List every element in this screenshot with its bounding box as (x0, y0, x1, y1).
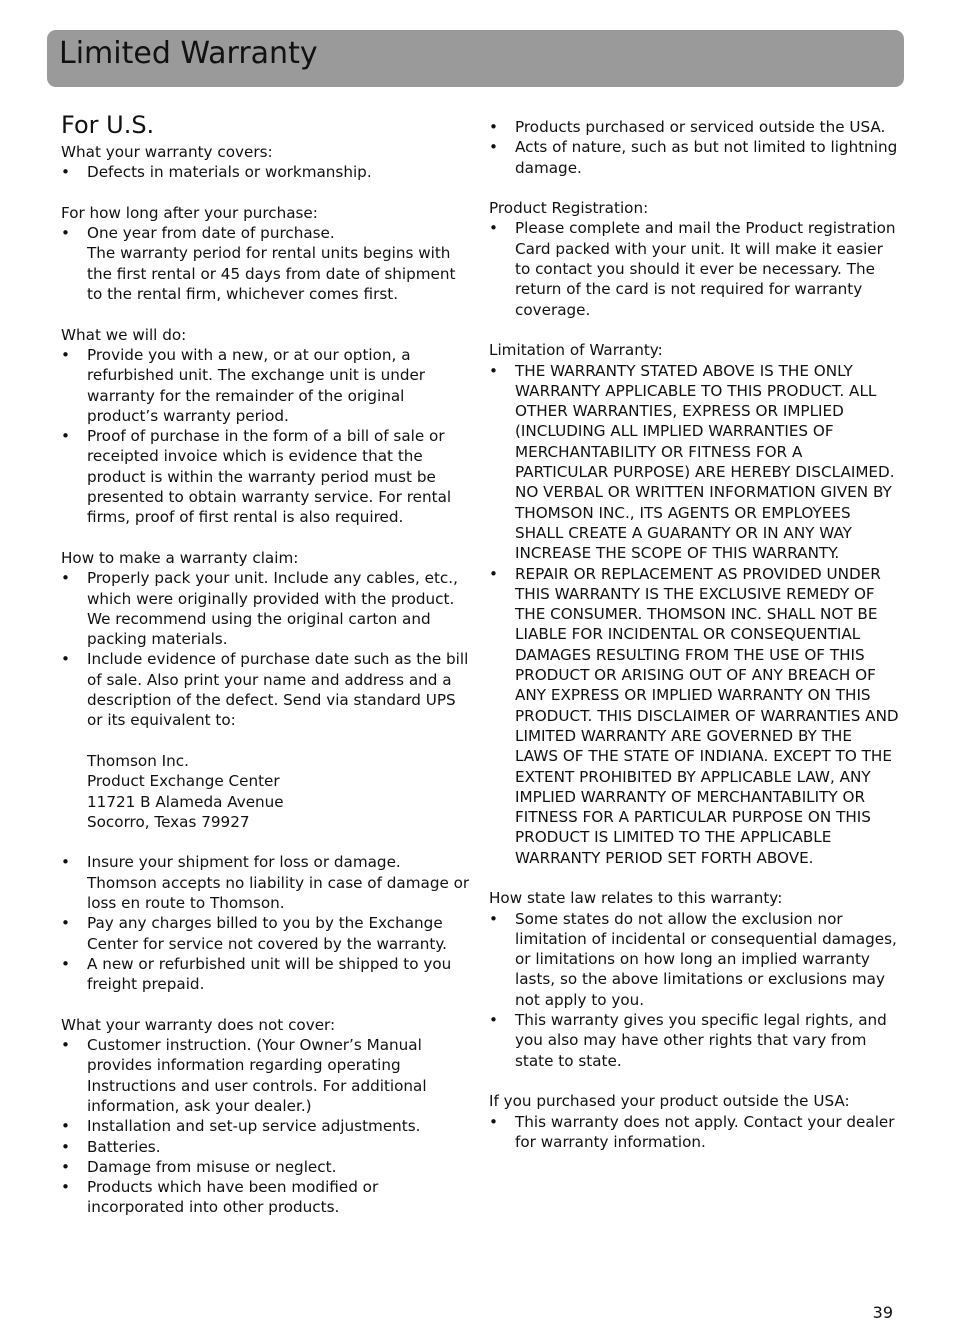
section-label: How state law relates to this warranty: (489, 889, 783, 908)
list-item: • Pay any charges billed to you by the Exchange Center for service not covered by the warranty. (61, 914, 447, 953)
list-item: • Please complete and mail the Product registration Card packed with your unit. It will make it easier to contact you should it ever be necessary. The return of the card is not required for warranty coverage. (489, 219, 896, 319)
list-item: • Products which have been modified or incorporated into other products. (61, 1178, 379, 1217)
section-not-cover-continued (489, 117, 899, 178)
list-item: • Batteries. (61, 1137, 161, 1156)
section-registration (489, 198, 899, 320)
list-item: • Products purchased or serviced outside the USA. (489, 118, 886, 136)
list-item: • Defects in materials or workmanship. (61, 163, 372, 182)
section-label: If you purchased your product outside the USA: (489, 1092, 850, 1111)
list-item: • Properly pack your unit. Include any cables, etc., which were originally provided with the product. We recommend using the original carton and packing materials. (61, 569, 458, 649)
list-item: • This warranty gives you specific legal rights, and you also may have other rights that vary from state to state. (489, 1011, 887, 1070)
section-label: What your warranty does not cover: (61, 1015, 336, 1034)
section-covers (61, 142, 471, 183)
rental-note: The warranty period for rental units begins with the first rental or 45 days from date of shipment to the rental firm, whichever comes first. (87, 244, 456, 304)
section-label: For how long after your purchase: (61, 203, 318, 222)
list-item: • Installation and set-up service adjustments. (61, 1117, 421, 1136)
section-not-cover (61, 1015, 471, 1218)
section-label: How to make a warranty claim: (61, 548, 299, 567)
section-heading-us: For U.S. (61, 111, 155, 139)
list-item: • This warranty does not apply. Contact your dealer for warranty information. (489, 1112, 895, 1151)
right-column (489, 117, 899, 1172)
list-item: • Acts of nature, such as but not limited to lightning damage. (489, 138, 898, 177)
section-state-law (489, 888, 899, 1071)
section-label: What your warranty covers: (61, 143, 273, 161)
list-item: • A new or refurbished unit will be shipped to you freight prepaid. (61, 954, 452, 994)
section-label: Product Registration: (489, 199, 649, 218)
header-bar (47, 30, 904, 87)
list-item: • Damage from misuse or neglect. (61, 1157, 337, 1176)
left-column (61, 108, 471, 1238)
section-how-long (61, 203, 471, 304)
page-title: Limited Warranty (59, 36, 318, 71)
list-item: • THE WARRANTY STATED ABOVE IS THE ONLY WARRANTY APPLICABLE TO THIS PRODUCT. ALL OTHER WARRANTIES, EXPRESS OR IMPLIED (INCLUDING ALL IMPLIED WARRANTIES OF MERCHANTABILITY OR FITNESS FOR A PARTICULAR PURPOSE) ARE HEREBY DISCLAIMED. NO VERBAL OR WRITTEN INFORMATION GIVEN BY THOMSON INC., ITS AGENTS OR EMPLOYEES SHALL CREATE A GUARANTY OR IN ANY WAY INCREASE THE SCOPE OF THIS WARRANTY. (489, 361, 895, 563)
section-will-do (61, 325, 471, 528)
section-outside-usa (489, 1091, 899, 1152)
section-label: What we will do: (61, 325, 187, 344)
list-item: • Customer instruction. (Your Owner’s Manual provides information regarding operating Instructions and user controls. For additional information, ask your dealer.) (61, 1036, 427, 1115)
list-item: • Insure your shipment for loss or damage. Thomson accepts no liability in case of damage or loss en route to Thomson. (61, 853, 470, 912)
list-item: • Include evidence of purchase date such as the bill of sale. Also print your name and address and a description of the defect. Send via standard UPS or its equivalent to: (61, 650, 469, 730)
section-limitation (489, 340, 899, 868)
list-item: • Some states do not allow the exclusion nor limitation of incidental or consequential damages, or limitations on how long an implied warranty lasts, so the above limitations or exclusions may not apply to you. (489, 909, 897, 1009)
section-label: Limitation of Warranty: (489, 341, 663, 360)
section-claim (61, 548, 471, 995)
list-item: • REPAIR OR REPLACEMENT AS PROVIDED UNDER THIS WARRANTY IS THE EXCLUSIVE REMEDY OF THE CONSUMER. THOMSON INC. SHALL NOT BE LIABLE FOR INCIDENTAL OR CONSEQUENTIAL DAMAGES RESULTING FROM THE USE OF THIS PRODUCT OR ARISING OUT OF ANY BREACH OF ANY EXPRESS OR IMPLIED WARRANTY ON THIS PRODUCT. THIS DISCLAIMER OF WARRANTIES AND LIMITED WARRANTY ARE GOVERNED BY THE LAWS OF THE STATE OF INDIANA. EXCEPT TO THE EXTENT PROHIBITED BY APPLICABLE LAW, ANY IMPLIED WARRANTY OF MERCHANTABILITY OR FITNESS FOR A PARTICULAR PURPOSE ON THIS PRODUCT IS LIMITED TO THE APPLICABLE WARRANTY PERIOD SET FORTH ABOVE. (489, 564, 899, 867)
mailing-address: Thomson Inc. Product Exchange Center 11721 B Alameda Avenue Socorro, Texas 79927 (87, 751, 284, 831)
list-item: • Proof of purchase in the form of a bill of sale or receipted invoice which is evidence that the product is within the warranty period must be presented to obtain warranty service. For rental firms, proof of first rental is also required. (61, 427, 452, 527)
list-item: • One year from date of purchase. The warranty period for rental units begins with the first rental or 45 days from date of shipment to the rental firm, whichever comes first. (61, 224, 456, 304)
list-item: • Provide you with a new, or at our option, a refurbished unit. The exchange unit is under warranty for the remainder of the original product’s warranty period. (61, 345, 426, 425)
page-number: 39 (872, 1303, 893, 1322)
